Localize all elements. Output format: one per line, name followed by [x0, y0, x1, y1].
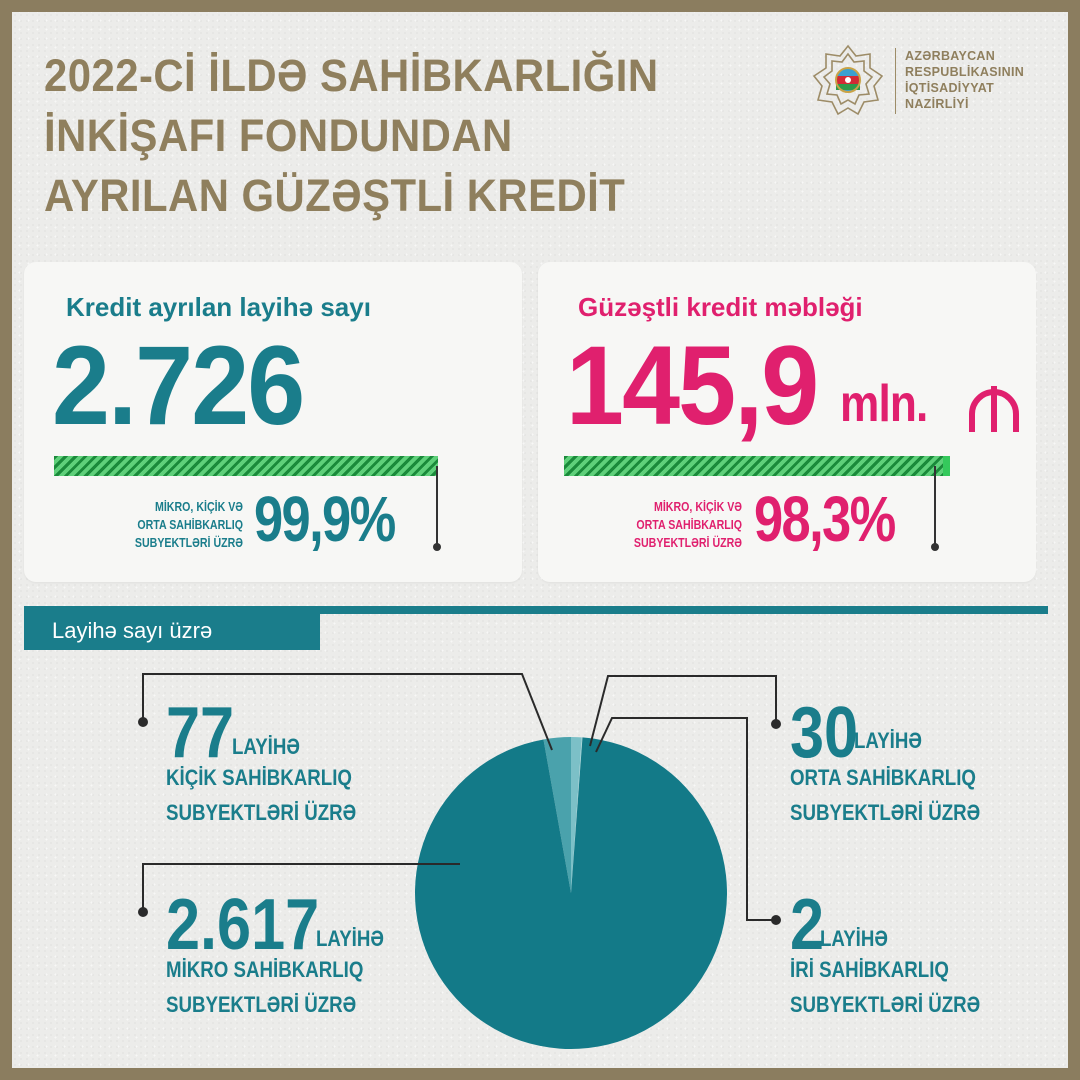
segment-unit: LAYİHƏ — [316, 926, 384, 951]
segment-description — [166, 760, 356, 830]
ministry-name-line: RESPUBLİKASININ — [905, 65, 1025, 79]
card-label: Güzəştli kredit məbləği — [578, 292, 863, 322]
card-subtitle-line: SUBYEKTLƏRİ ÜZRƏ — [633, 536, 742, 550]
card-label: Kredit ayrılan layihə sayı — [66, 292, 371, 322]
title-line: İNKİŞAFI FONDUNDAN — [44, 110, 513, 161]
amount-share-percent: 98,3% — [754, 483, 895, 555]
card-subtitle-line: ORTA SAHİBKARLIQ — [137, 518, 243, 532]
leader-dot — [771, 719, 781, 729]
leader-dot — [138, 907, 148, 917]
section-title: Layihə sayı üzrə — [52, 618, 213, 643]
ministry-name-line: NAZİRLİYİ — [905, 97, 969, 111]
card-subtitle-line: SUBYEKTLƏRİ ÜZRƏ — [134, 536, 243, 550]
segment-unit: LAYİHƏ — [854, 728, 922, 753]
segment-description-line: MİKRO SAHİBKARLIQ — [166, 957, 364, 982]
segment-unit: LAYİHƏ — [820, 926, 888, 951]
segment-count: 77 — [166, 693, 235, 773]
project-share-percent: 99,9% — [254, 483, 395, 555]
loan-amount-unit: mln. — [840, 375, 928, 433]
segment-description — [166, 952, 363, 1022]
card-subtitle-line: MİKRO, KİÇİK VƏ — [154, 500, 243, 514]
project-count-value: 2.726 — [52, 323, 304, 448]
segment-description-line: SUBYEKTLƏRİ ÜZRƏ — [790, 992, 981, 1017]
segment-description-line: SUBYEKTLƏRİ ÜZRƏ — [790, 800, 981, 825]
segment-description — [790, 760, 980, 830]
segment-description-line: SUBYEKTLƏRİ ÜZRƏ — [166, 992, 357, 1017]
ministry-name-line: İQTİSADİYYAT — [905, 81, 995, 95]
segment-description-line: SUBYEKTLƏRİ ÜZRƏ — [166, 800, 357, 825]
segment-description-line: İRİ SAHİBKARLIQ — [790, 957, 949, 982]
leader-dot — [771, 915, 781, 925]
segment-count: 2.617 — [166, 885, 320, 965]
segment-unit: LAYİHƏ — [232, 734, 300, 759]
segment-description-line: KİÇİK SAHİBKARLIQ — [166, 765, 352, 790]
leader-line — [590, 676, 776, 746]
card-subtitle-line: ORTA SAHİBKARLIQ — [636, 518, 742, 532]
segment-count: 30 — [790, 693, 859, 773]
title-line: AYRILAN GÜZƏŞTLİ KREDİT — [44, 170, 626, 221]
title-line: 2022-Cİ İLDƏ SAHİBKARLIĞIN — [44, 50, 659, 101]
card-subtitle-line: MİKRO, KİÇİK VƏ — [653, 500, 742, 514]
ministry-name-line: AZƏRBAYCAN — [905, 49, 996, 63]
leader-dot — [138, 717, 148, 727]
loan-amount-value: 145,9 — [566, 323, 818, 448]
segment-description — [790, 952, 980, 1022]
segment-count: 2 — [790, 885, 825, 965]
segment-description-line: ORTA SAHİBKARLIQ — [790, 765, 976, 790]
